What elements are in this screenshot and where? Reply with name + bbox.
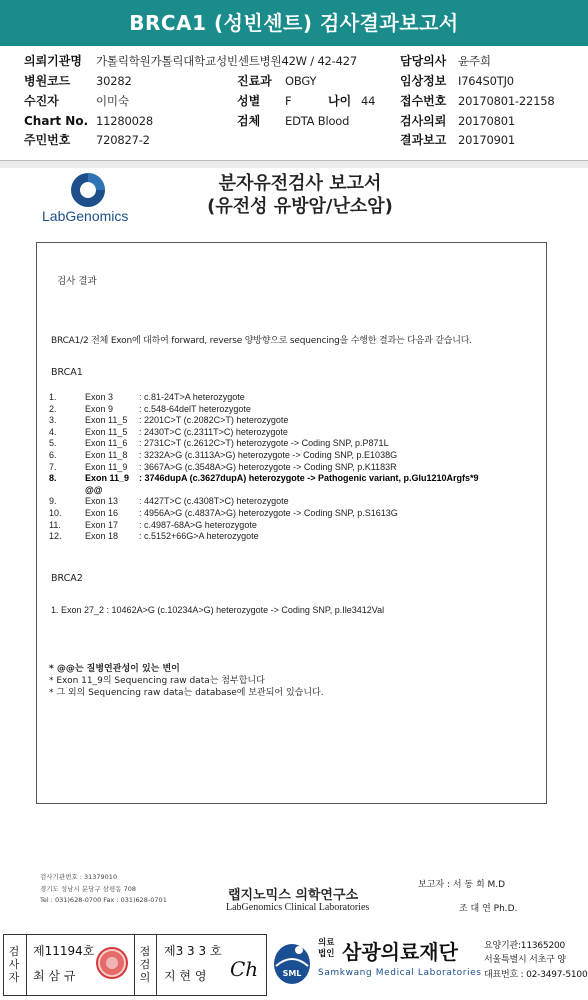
scanned-report <box>0 168 588 930</box>
org-prefix-2: 법인 <box>318 949 335 959</box>
variant-result: : c.81-24T>A heterozygote <box>139 392 245 402</box>
report-heading-line-2: (유전성 유방암/난소암) <box>207 196 393 217</box>
chart-value: 11280028 <box>96 114 153 128</box>
request-value: 20170801 <box>458 114 515 128</box>
variant-exon: @@ <box>85 484 103 495</box>
footer-address: 경기도 성남시 분당구 삼평동 708 <box>40 885 137 893</box>
intro-text: BRCA1/2 전체 Exon에 대하여 forward, reverse 양방향으로 sequencing을 수행한 결과는 다음과 같습니다. <box>51 336 472 346</box>
receipt-label: 접수번호 <box>400 94 447 108</box>
agency-number: 요양기관:11365200 <box>484 941 566 951</box>
org-phone: 대표번호 : 02-3497-5100 <box>484 970 588 980</box>
request-label: 검사의뢰 <box>400 114 447 128</box>
org-prefix <box>318 938 334 960</box>
signature-divider <box>26 935 27 995</box>
inspector-number: 제3 3 3 호 <box>164 944 222 958</box>
variant-result: : 2430T>C (c.2311T>C) heterozygote <box>139 426 288 437</box>
org-prefix-1: 의료 <box>318 938 335 948</box>
footer-lab-name-en: LabGenomics Clinical Laboratories <box>226 902 370 913</box>
variant-row <box>49 426 539 438</box>
labgenomics-logo-icon <box>66 170 110 210</box>
variant-exon: Exon 16 <box>85 508 119 518</box>
variant-row <box>49 391 539 403</box>
variant-result: : 2201C>T (c.2082C>T) heterozygote <box>139 415 289 426</box>
variant-result: : 3232A>G (c.3113A>G) heterozygote -> Coding SNP, p.E1038G <box>139 450 398 460</box>
footer-reporter: 보고자 : 서 동 희 M.D <box>418 880 506 890</box>
specimen-label: 검체 <box>237 114 261 128</box>
section-title: 검사 결과 <box>57 276 97 287</box>
receipt-value: 20170801-22158 <box>458 94 555 108</box>
variant-row <box>49 530 539 542</box>
doctor-value: 윤주희 <box>458 54 491 68</box>
variant-result: : 3667A>G (c.3548A>G) heterozygote -> Coding SNP, p.K1183R <box>139 461 397 472</box>
note-pathogenic: * @@는 질병연관성이 있는 변이 <box>49 664 180 674</box>
variant-exon: Exon 11_6 <box>85 438 128 449</box>
variant-result: : c.548-64delT heterozygote <box>139 403 251 414</box>
variant-number: 5. <box>49 438 57 449</box>
variant-exon: Exon 18 <box>85 531 119 542</box>
age-value: 44 <box>361 94 376 108</box>
variant-exon: Exon 11_8 <box>85 450 128 460</box>
variant-row <box>49 472 539 484</box>
variant-number: 10. <box>49 508 62 518</box>
variant-number: 12. <box>49 531 62 542</box>
brca2-label: BRCA2 <box>51 573 83 584</box>
variant-row <box>49 449 539 461</box>
examiner-label: 검사자 <box>8 945 20 984</box>
variant-result: : 4427T>C (c.4308T>C) heterozygote <box>139 496 289 507</box>
footer-registration: 검사기관번호 : 31379010 <box>40 873 118 881</box>
variant-exon: Exon 17 <box>85 519 119 530</box>
subject-value: 이미숙 <box>96 94 129 108</box>
sex-value: F <box>285 94 292 108</box>
info-row-4 <box>0 112 588 131</box>
variant-number: 6. <box>49 450 57 460</box>
variant-row <box>49 461 539 473</box>
specimen-value: EDTA Blood <box>285 114 350 128</box>
variant-row <box>49 403 539 415</box>
variant-row <box>49 519 539 531</box>
patient-info-panel <box>0 50 588 156</box>
variant-exon: Exon 11_9 <box>85 473 130 484</box>
institution-value: 가톨릭학원가톨릭대학교성빈센트병원42W / 42-427 <box>96 54 357 68</box>
variant-number: 3. <box>49 415 57 426</box>
sex-label: 성별 <box>237 94 261 108</box>
variant-row <box>49 484 539 496</box>
certification-footer <box>0 934 588 1000</box>
variant-result: : 2731C>T (c.2612C>T) heterozygote -> Coding SNP, p.P871L <box>139 438 389 449</box>
variant-number: 2. <box>49 403 57 414</box>
hospital-code-value: 30282 <box>96 74 132 88</box>
variant-exon: Exon 9 <box>85 403 114 414</box>
info-row-1 <box>0 52 588 71</box>
variant-result: : c.5152+66G>A heterozygote <box>139 531 259 542</box>
variant-exon: Exon 13 <box>85 496 119 507</box>
report-date-value: 20170901 <box>458 133 515 147</box>
footer-reviewer: 조 대 연 Ph.D. <box>459 904 518 914</box>
examiner-name: 최 삼 규 <box>33 969 76 983</box>
clinical-info-label: 임상정보 <box>400 74 447 88</box>
variant-number: 8. <box>49 473 57 484</box>
hospital-code-label: 병원코드 <box>24 74 71 88</box>
chart-label: Chart No. <box>24 114 89 128</box>
footer-lab-name-ko: 랩지노믹스 의학연구소 <box>228 888 359 903</box>
variant-result: : 3746dupA (c.3627dupA) heterozygote -> Pathogenic variant, p.Glu1210Argfs*9 <box>139 473 479 484</box>
info-row-3 <box>0 92 588 111</box>
variant-exon: Exon 11_5 <box>85 426 128 437</box>
variant-row <box>49 414 539 426</box>
institution-label: 의뢰기관명 <box>24 54 82 68</box>
variant-number: 7. <box>49 461 57 472</box>
age-label: 나이 <box>328 94 352 108</box>
brca1-label: BRCA1 <box>51 367 83 378</box>
department-value: OBGY <box>285 74 317 88</box>
variant-number: 9. <box>49 496 57 507</box>
brca2-variant: 1. Exon 27_2 : 10462A>G (c.10234A>G) heterozygote -> Coding SNP, p.Ile3412Val <box>51 605 385 615</box>
signature-box <box>3 934 267 996</box>
inspector-name: 지 현 영 <box>164 969 207 983</box>
report-heading-line-1: 분자유전검사 보고서 <box>218 173 382 194</box>
variant-number: 4. <box>49 426 57 437</box>
logo-text: LabGenomics <box>42 208 129 224</box>
id-label: 주민번호 <box>24 133 71 147</box>
info-row-2 <box>0 72 588 91</box>
handwritten-signature: Ch <box>230 957 259 981</box>
doctor-label: 담당의사 <box>400 54 447 68</box>
signature-divider <box>156 935 157 995</box>
report-title: BRCA1 (성빈센트) 검사결과보고서 <box>129 11 459 35</box>
report-title-bar <box>0 0 588 46</box>
sml-mark: SML <box>282 969 302 978</box>
variant-row <box>49 507 539 519</box>
clinical-info-value: I764S0TJ0 <box>458 74 514 88</box>
org-english: Samkwang Medical Laboratories <box>318 968 482 978</box>
variant-exon: Exon 11_5 <box>85 415 128 426</box>
sml-logo-icon <box>272 940 312 986</box>
report-heading <box>190 172 410 218</box>
org-name: 삼광의료재단 <box>342 940 458 964</box>
inspector-label: 점검의 <box>139 945 151 984</box>
subject-label: 수진자 <box>24 94 59 108</box>
info-row-5 <box>0 131 588 150</box>
id-value: 720827-2 <box>96 133 150 147</box>
variant-row <box>49 437 539 449</box>
note-attached: * Exon 11_9의 Sequencing raw data는 첨부합니다 <box>49 676 265 686</box>
note-database: * 그 외의 Sequencing raw data는 database에 보관되어 있습니다. <box>49 688 324 698</box>
report-date-label: 결과보고 <box>400 133 447 147</box>
variant-result: : 4956A>G (c.4837A>G) heterozygote -> Coding SNP, p.S1613G <box>139 508 398 518</box>
department-label: 진료과 <box>237 74 272 88</box>
variant-exon: Exon 11_9 <box>85 461 128 472</box>
signature-divider <box>134 935 135 995</box>
result-frame <box>36 242 547 804</box>
variant-number: 11. <box>49 519 61 530</box>
examiner-number: 제11194호 <box>33 944 95 958</box>
section-divider <box>0 160 588 168</box>
variant-result: : c.4987-68A>G heterozygote <box>139 519 257 530</box>
org-address: 서울특별시 서초구 양 <box>484 955 566 965</box>
variant-row <box>49 495 539 507</box>
seal-stamp-icon <box>96 947 128 979</box>
variant-number: 1. <box>49 392 57 402</box>
footer-phone: Tel : 031)628-0700 Fax : 031)628-0701 <box>40 896 167 904</box>
variant-exon: Exon 3 <box>85 392 114 402</box>
